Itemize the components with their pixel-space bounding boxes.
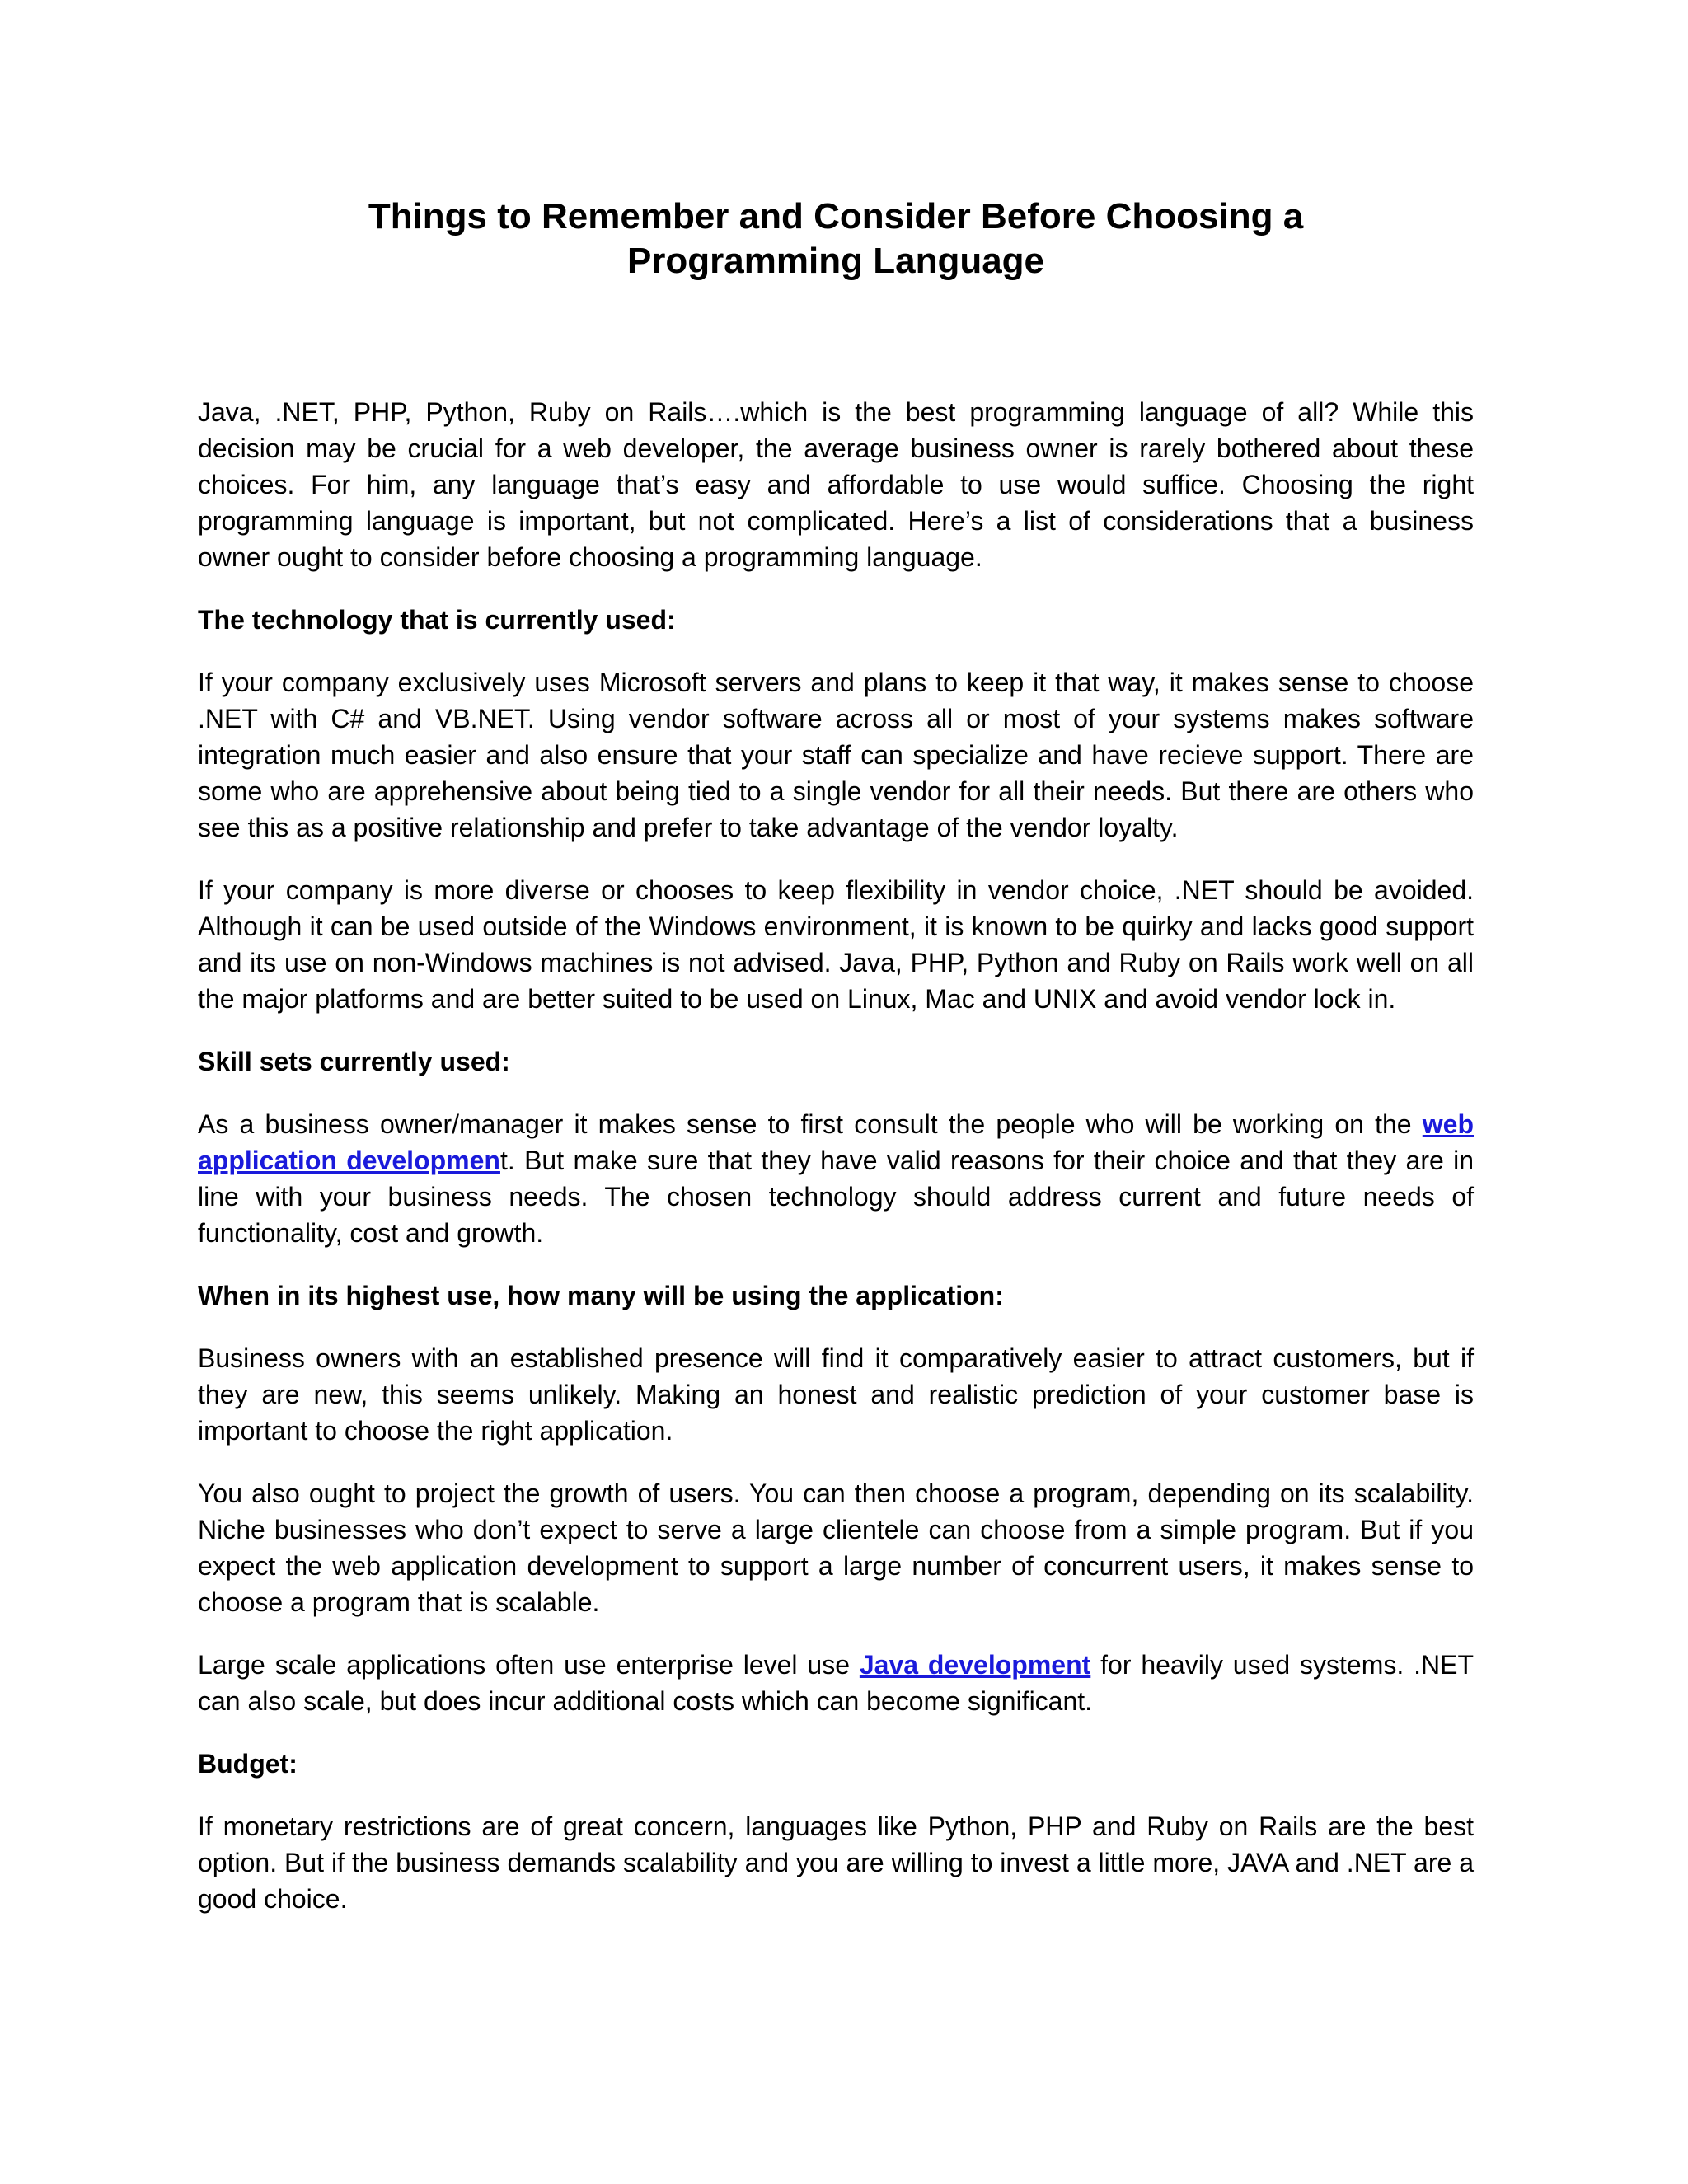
skill-sets-paragraph xyxy=(198,1106,1474,1251)
intro-paragraph: Java, .NET, PHP, Python, Ruby on Rails….which is the best programming language of all? While this decision may be crucial for a web developer, the average business owner is rarely bothered about these choices. For him, any language that’s easy and affordable to use would suffice. Choosing the right programming language is important, but not complicated. Here’s a list of considerations that a business owner ought to consider before choosing a programming language. xyxy=(198,397,1474,572)
title-line-1: Things to Remember and Consider Before Choosing a xyxy=(368,196,1304,237)
technology-paragraph-2: If your company is more diverse or chooses to keep flexibility in vendor choice, .NET should be avoided. Although it can be used outside of the Windows environment, it is known to be quirky and lacks good support and its use on non-Windows machines is not advised. Java, PHP, Python and Ruby on Rails work well on all the major platforms and are better suited to be used on Linux, Mac and UNIX and avoid vendor lock in. xyxy=(198,875,1474,1014)
java-development-link[interactable]: Java development xyxy=(859,1650,1091,1680)
document-title xyxy=(198,194,1474,284)
budget-paragraph: If monetary restrictions are of great concern, languages like Python, PHP and Ruby on Rails are the best option. But if the business demands scalability and you are willing to invest a little more, JAVA and .NET are a good choice. xyxy=(198,1811,1474,1914)
usage-paragraph-1: Business owners with an established presence will find it comparatively easier to attract customers, but if they are new, this seems unlikely. Making an honest and realistic prediction of your customer base is important to choose the right application. xyxy=(198,1343,1474,1446)
usage-paragraph-3 xyxy=(198,1647,1474,1719)
usage-text-after: for heavily used systems. .NET can also scale, but does incur additional costs which can become significant. xyxy=(198,1650,1475,1716)
section-heading-skill-sets: Skill sets currently used: xyxy=(198,1047,510,1076)
document-body xyxy=(198,394,1474,1943)
section-heading-usage: When in its highest use, how many will be using the application: xyxy=(198,1281,1004,1310)
technology-paragraph-1: If your company exclusively uses Microsoft servers and plans to keep it that way, it makes sense to choose .NET with C# and VB.NET. Using vendor software across all or most of your systems makes software integration much easier and also ensure that your staff can specialize and have recieve support. There are some who are apprehensive about being tied to a single vendor for all their needs. But there are others who see this as a positive relationship and prefer to take advantage of the vendor loyalty. xyxy=(198,668,1474,842)
usage-text-before: Large scale applications often use enterprise level use xyxy=(198,1650,860,1680)
document-page xyxy=(198,0,1474,2184)
section-heading-budget: Budget: xyxy=(198,1749,298,1779)
skill-sets-text-before: As a business owner/manager it makes sense to first consult the people who will be working on the xyxy=(198,1109,1423,1139)
web-application-development-link[interactable]: web application developmen xyxy=(198,1109,1474,1175)
section-heading-technology: The technology that is currently used: xyxy=(198,605,676,635)
usage-paragraph-2: You also ought to project the growth of users. You can then choose a program, depending on its scalability. Niche businesses who don’t expect to serve a large clientele can choose from a simple program. But if you expect the web application development to support a large number of concurrent users, it makes sense to choose a program that is scalable. xyxy=(198,1479,1474,1617)
skill-sets-text-after: t. But make sure that they have valid reasons for their choice and that they are in line with your business needs. The chosen technology should address current and future needs of functionality, cost and growth. xyxy=(198,1146,1475,1248)
title-line-2: Programming Language xyxy=(626,241,1045,281)
